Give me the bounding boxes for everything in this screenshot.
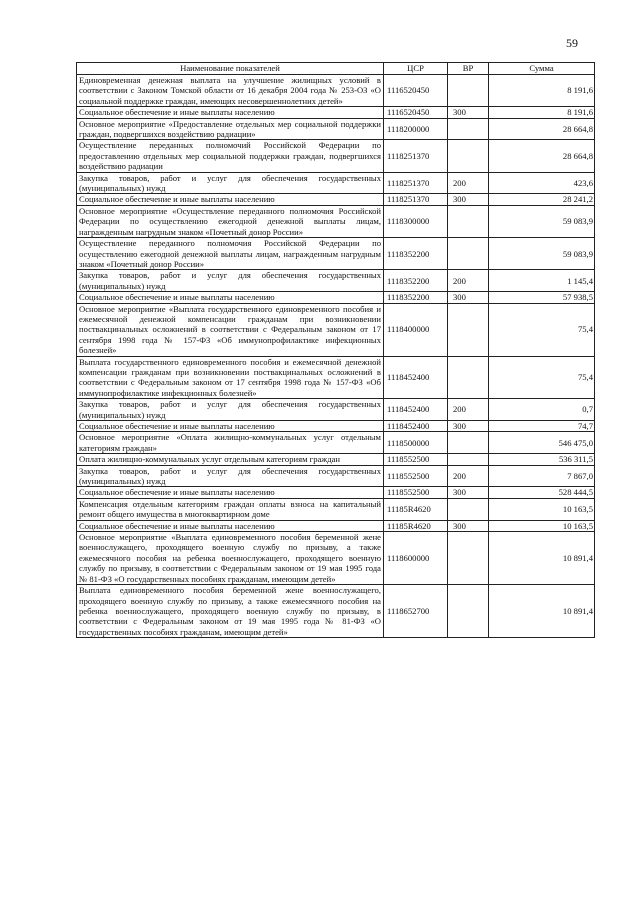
row-vr-cell <box>448 303 489 356</box>
table-row <box>77 465 595 487</box>
row-csr-cell: 1116520450 <box>384 107 448 118</box>
table-row <box>77 292 595 303</box>
row-csr-cell: 1118652700 <box>384 585 448 638</box>
budget-table <box>76 62 595 638</box>
row-vr-cell <box>448 454 489 465</box>
table-row <box>77 107 595 118</box>
row-name-cell: Социальное обеспечение и иные выплаты населению <box>77 107 384 118</box>
row-csr-cell: 1118500000 <box>384 432 448 454</box>
row-name-cell: Социальное обеспечение и иные выплаты населению <box>77 487 384 498</box>
row-name-cell: Основное мероприятие «Осуществление переданного полномочия Российской Федерации по осуществлению ежегодной денежной выплаты лицам, награжденным нагрудным знаком «Почетный донор России» <box>77 205 384 237</box>
row-vr-cell <box>448 498 489 520</box>
table-row <box>77 205 595 237</box>
table-row <box>77 498 595 520</box>
row-csr-cell: 1116520450 <box>384 75 448 107</box>
row-sum-cell: 28 241,2 <box>489 194 595 205</box>
row-csr-cell: 1118452400 <box>384 356 448 399</box>
row-vr-cell <box>448 205 489 237</box>
row-name-cell: Оплата жилищно-коммунальных услуг отдельным категориям граждан <box>77 454 384 465</box>
row-csr-cell: 1118352200 <box>384 238 448 270</box>
row-vr-cell: 200 <box>448 465 489 487</box>
row-sum-cell: 0,7 <box>489 399 595 421</box>
row-name-cell: Социальное обеспечение и иные выплаты населению <box>77 520 384 531</box>
row-vr-cell <box>448 118 489 140</box>
row-name-cell: Единовременная денежная выплата на улучшение жилищных условий в соответствии с Законом Томской области от 16 декабря 2004 года № 253-ОЗ «О социальной поддержке граждан, имеющих несовершеннолетних детей» <box>77 75 384 107</box>
row-sum-cell: 423,6 <box>489 172 595 194</box>
header-name: Наименование показателей <box>77 63 384 75</box>
row-csr-cell: 1118300000 <box>384 205 448 237</box>
table-row <box>77 454 595 465</box>
table-row <box>77 421 595 432</box>
table-row <box>77 238 595 270</box>
row-sum-cell: 1 145,4 <box>489 270 595 292</box>
row-name-cell: Выплата государственного единовременного пособия и ежемесячной денежной компенсации гражданам при возникновении поствакцинальных осложнений в соответствии с Федеральным законом от 17 сентября 1998 года № 157-ФЗ «Об иммунопрофилактике инфекционных болезней» <box>77 356 384 399</box>
row-name-cell: Основное мероприятие «Выплата единовременного пособия беременной жене военнослужащего, проходящего военную службу по призыву, а также ежемесячного пособия на ребенка военнослужащего, проходящего военную службу по призыву, в соответствии с Федеральным законом от 19 мая 1995 года № 81-ФЗ «О государственных пособиях гражданам, имеющим детей» <box>77 532 384 585</box>
table-row <box>77 75 595 107</box>
row-name-cell: Компенсация отдельным категориям граждан оплаты взноса на капитальный ремонт общего имущества в многоквартирном доме <box>77 498 384 520</box>
header-vr: ВР <box>448 63 489 75</box>
row-vr-cell: 300 <box>448 421 489 432</box>
row-vr-cell: 300 <box>448 520 489 531</box>
row-sum-cell: 7 867,0 <box>489 465 595 487</box>
table-row <box>77 432 595 454</box>
row-sum-cell: 536 311,5 <box>489 454 595 465</box>
row-name-cell: Социальное обеспечение и иные выплаты населению <box>77 292 384 303</box>
row-sum-cell: 546 475,0 <box>489 432 595 454</box>
row-sum-cell: 28 664,8 <box>489 140 595 172</box>
row-csr-cell: 1118251370 <box>384 140 448 172</box>
row-csr-cell: 1118352200 <box>384 270 448 292</box>
row-vr-cell: 200 <box>448 270 489 292</box>
row-vr-cell <box>448 532 489 585</box>
row-csr-cell: 11185R4620 <box>384 498 448 520</box>
row-csr-cell: 1118552500 <box>384 454 448 465</box>
table-row <box>77 270 595 292</box>
row-csr-cell: 1118552500 <box>384 465 448 487</box>
table-row <box>77 194 595 205</box>
table-row <box>77 140 595 172</box>
row-name-cell: Основное мероприятие «Оплата жилищно-коммунальных услуг отдельным категориям граждан» <box>77 432 384 454</box>
row-vr-cell: 200 <box>448 399 489 421</box>
table-body <box>77 75 595 638</box>
table-row <box>77 520 595 531</box>
table-row <box>77 585 595 638</box>
table-row <box>77 303 595 356</box>
row-name-cell: Осуществление переданных полномочий Российской Федерации по предоставлению отдельных мер социальной поддержки граждан, подвергшихся воздействию радиации <box>77 140 384 172</box>
row-vr-cell: 300 <box>448 194 489 205</box>
row-vr-cell <box>448 238 489 270</box>
row-csr-cell: 1118400000 <box>384 303 448 356</box>
row-vr-cell <box>448 75 489 107</box>
row-csr-cell: 11185R4620 <box>384 520 448 531</box>
table-row <box>77 532 595 585</box>
row-vr-cell: 200 <box>448 172 489 194</box>
row-vr-cell <box>448 356 489 399</box>
table-row <box>77 118 595 140</box>
row-csr-cell: 1118552500 <box>384 487 448 498</box>
row-sum-cell: 57 938,5 <box>489 292 595 303</box>
row-vr-cell <box>448 432 489 454</box>
row-vr-cell: 300 <box>448 487 489 498</box>
row-sum-cell: 10 891,4 <box>489 532 595 585</box>
table-header-row <box>77 63 595 75</box>
row-csr-cell: 1118352200 <box>384 292 448 303</box>
row-vr-cell <box>448 585 489 638</box>
row-name-cell: Социальное обеспечение и иные выплаты населению <box>77 194 384 205</box>
row-csr-cell: 1118251370 <box>384 172 448 194</box>
table-row <box>77 356 595 399</box>
row-name-cell: Выплата единовременного пособия беременной жене военнослужащего, проходящего военную службу по призыву, а также ежемесячного пособия на ребенка военнослужащего, проходящего военную службу по призыву, в соответствии с Федеральным законом от 19 мая 1995 года № 81-ФЗ «О государственных пособиях гражданам, имеющим детей» <box>77 585 384 638</box>
row-csr-cell: 1118200000 <box>384 118 448 140</box>
row-csr-cell: 1118251370 <box>384 194 448 205</box>
row-vr-cell: 300 <box>448 107 489 118</box>
row-sum-cell: 8 191,6 <box>489 75 595 107</box>
row-name-cell: Закупка товаров, работ и услуг для обеспечения государственных (муниципальных) нужд <box>77 465 384 487</box>
row-sum-cell: 28 664,8 <box>489 118 595 140</box>
table-row <box>77 487 595 498</box>
row-sum-cell: 10 163,5 <box>489 498 595 520</box>
row-sum-cell: 75,4 <box>489 356 595 399</box>
row-name-cell: Основное мероприятие «Предоставление отдельных мер социальной поддержки граждан, подвергшихся воздействию радиации» <box>77 118 384 140</box>
row-csr-cell: 1118452400 <box>384 399 448 421</box>
row-name-cell: Социальное обеспечение и иные выплаты населению <box>77 421 384 432</box>
row-sum-cell: 10 163,5 <box>489 520 595 531</box>
table-row <box>77 399 595 421</box>
row-name-cell: Основное мероприятие «Выплата государственного единовременного пособия и ежемесячной денежной компенсации гражданам при возникновении поствакцинальных осложнений в соответствии с Федеральным законом от 17 сентября 1998 года № 157-ФЗ «Об иммунопрофилактике инфекционных болезней» <box>77 303 384 356</box>
row-csr-cell: 1118600000 <box>384 532 448 585</box>
row-name-cell: Осуществление переданного полномочия Российской Федерации по осуществлению ежегодной денежной выплаты лицам, награжденным нагрудным знаком «Почетный донор России» <box>77 238 384 270</box>
header-sum: Сумма <box>489 63 595 75</box>
row-name-cell: Закупка товаров, работ и услуг для обеспечения государственных (муниципальных) нужд <box>77 172 384 194</box>
row-name-cell: Закупка товаров, работ и услуг для обеспечения государственных (муниципальных) нужд <box>77 399 384 421</box>
row-csr-cell: 1118452400 <box>384 421 448 432</box>
table-row <box>77 172 595 194</box>
header-csr: ЦСР <box>384 63 448 75</box>
row-sum-cell: 59 083,9 <box>489 205 595 237</box>
row-sum-cell: 74,7 <box>489 421 595 432</box>
row-vr-cell <box>448 140 489 172</box>
row-vr-cell: 300 <box>448 292 489 303</box>
row-sum-cell: 75,4 <box>489 303 595 356</box>
row-sum-cell: 59 083,9 <box>489 238 595 270</box>
row-sum-cell: 8 191,6 <box>489 107 595 118</box>
row-sum-cell: 528 444,5 <box>489 487 595 498</box>
row-name-cell: Закупка товаров, работ и услуг для обеспечения государственных (муниципальных) нужд <box>77 270 384 292</box>
page-number: 59 <box>566 36 578 50</box>
row-sum-cell: 10 891,4 <box>489 585 595 638</box>
